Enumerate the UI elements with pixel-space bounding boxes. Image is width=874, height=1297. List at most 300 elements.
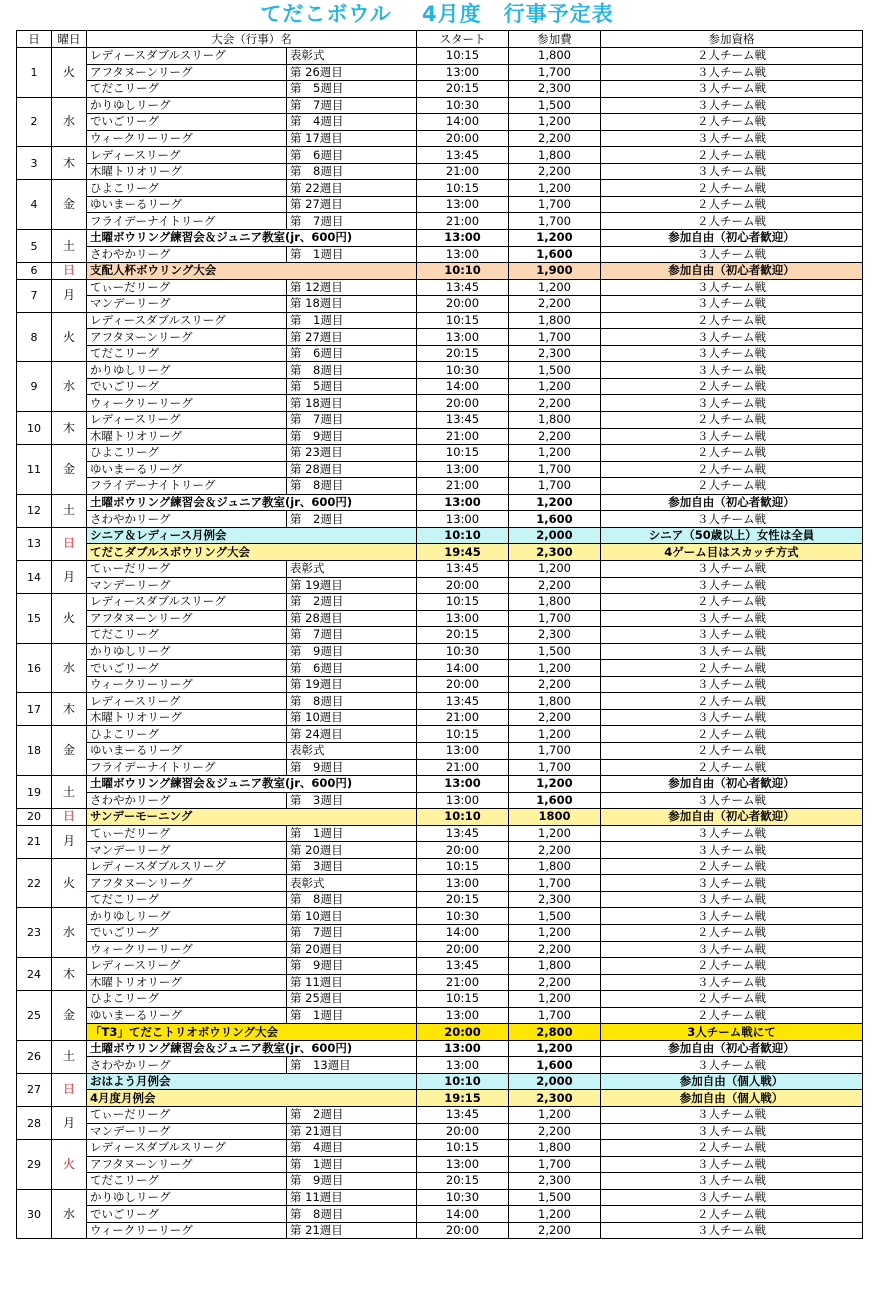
event-name: ゆいまーるリーグ <box>87 461 287 478</box>
weekday: 月 <box>52 825 87 858</box>
qualification: ３人チーム戦 <box>601 1107 863 1124</box>
event-week: 第 8週目 <box>287 1206 417 1223</box>
event-name: さわやかリーグ <box>87 246 287 263</box>
event-week: 第 6週目 <box>287 345 417 362</box>
qualification: ２人チーム戦 <box>601 693 863 710</box>
schedule-row <box>17 1040 863 1057</box>
schedule-row <box>17 395 863 412</box>
day-number: 3 <box>17 147 52 180</box>
schedule-row <box>17 196 863 213</box>
event-week: 第 2週目 <box>287 1107 417 1124</box>
event-name: かりゆしリーグ <box>87 908 287 925</box>
event-week: 第 10週目 <box>287 709 417 726</box>
entry-fee: 1,200 <box>509 660 601 677</box>
event-week: 第 1週目 <box>287 1156 417 1173</box>
start-time: 13:45 <box>417 279 509 296</box>
event-name: 「T3」てだこトリオボウリング大会 <box>87 1024 417 1041</box>
schedule-row <box>17 991 863 1008</box>
entry-fee: 1,700 <box>509 213 601 230</box>
day-number: 18 <box>17 726 52 776</box>
qualification: ３人チーム戦 <box>601 1222 863 1239</box>
qualification: ２人チーム戦 <box>601 378 863 395</box>
qualification: ３人チーム戦 <box>601 1123 863 1140</box>
day-number: 5 <box>17 230 52 263</box>
entry-fee: 2,200 <box>509 842 601 859</box>
event-name: アフタヌーンリーグ <box>87 64 287 81</box>
entry-fee: 2,200 <box>509 163 601 180</box>
event-name: 土曜ボウリング練習会＆ジュニア教室(jr、600円) <box>87 1040 417 1057</box>
event-week: 第 9週目 <box>287 643 417 660</box>
event-week: 第 8週目 <box>287 163 417 180</box>
day-number: 14 <box>17 560 52 593</box>
qualification: ２人チーム戦 <box>601 660 863 677</box>
entry-fee: 1,200 <box>509 445 601 462</box>
start-time: 19:45 <box>417 544 509 561</box>
event-week: 第 11週目 <box>287 1189 417 1206</box>
entry-fee: 1,200 <box>509 494 601 511</box>
entry-fee: 2,800 <box>509 1024 601 1041</box>
day-number: 13 <box>17 527 52 560</box>
start-time: 13:45 <box>417 560 509 577</box>
qualification: ２人チーム戦 <box>601 858 863 875</box>
qualification: ３人チーム戦 <box>601 627 863 644</box>
day-number: 20 <box>17 809 52 826</box>
event-name: フライデーナイトリーグ <box>87 478 287 495</box>
qualification: ２人チーム戦 <box>601 924 863 941</box>
entry-fee: 2,200 <box>509 1123 601 1140</box>
event-name: ウィークリーリーグ <box>87 941 287 958</box>
schedule-row <box>17 842 863 859</box>
start-time: 20:00 <box>417 842 509 859</box>
event-week: 第 18週目 <box>287 296 417 313</box>
event-name: てぃーだリーグ <box>87 560 287 577</box>
event-name: てだこリーグ <box>87 81 287 98</box>
entry-fee: 1,700 <box>509 329 601 346</box>
qualification: ３人チーム戦 <box>601 395 863 412</box>
schedule-row <box>17 1057 863 1074</box>
entry-fee: 1,700 <box>509 1156 601 1173</box>
event-week: 第 8週目 <box>287 891 417 908</box>
qualification: ３人チーム戦 <box>601 362 863 379</box>
schedule-row <box>17 312 863 329</box>
event-week: 表彰式 <box>287 875 417 892</box>
start-time: 21:00 <box>417 974 509 991</box>
entry-fee: 2,300 <box>509 627 601 644</box>
weekday: 月 <box>52 560 87 593</box>
event-name: でいごリーグ <box>87 378 287 395</box>
start-time: 13:00 <box>417 1040 509 1057</box>
weekday: 土 <box>52 1040 87 1073</box>
entry-fee: 2,200 <box>509 676 601 693</box>
entry-fee: 1,700 <box>509 742 601 759</box>
day-number: 12 <box>17 494 52 527</box>
schedule-row <box>17 560 863 577</box>
weekday: 火 <box>52 312 87 362</box>
schedule-row <box>17 246 863 263</box>
header-start: スタート <box>417 31 509 48</box>
schedule-row <box>17 81 863 98</box>
schedule-row <box>17 709 863 726</box>
day-number: 26 <box>17 1040 52 1073</box>
start-time: 20:00 <box>417 130 509 147</box>
day-number: 16 <box>17 643 52 693</box>
entry-fee: 1,500 <box>509 643 601 660</box>
qualification: ２人チーム戦 <box>601 147 863 164</box>
event-name: ウィークリーリーグ <box>87 1222 287 1239</box>
start-time: 20:00 <box>417 395 509 412</box>
entry-fee: 2,300 <box>509 81 601 98</box>
header-qualification: 参加資格 <box>601 31 863 48</box>
qualification: 4ゲーム目はスカッチ方式 <box>601 544 863 561</box>
qualification: ３人チーム戦 <box>601 163 863 180</box>
event-name: ひよこリーグ <box>87 445 287 462</box>
entry-fee: 1,700 <box>509 875 601 892</box>
schedule-row <box>17 97 863 114</box>
schedule-row <box>17 676 863 693</box>
schedule-row <box>17 594 863 611</box>
start-time: 10:15 <box>417 726 509 743</box>
start-time: 13:00 <box>417 776 509 793</box>
event-name: かりゆしリーグ <box>87 97 287 114</box>
entry-fee: 2,000 <box>509 527 601 544</box>
schedule-row <box>17 130 863 147</box>
event-name: 木曜トリオリーグ <box>87 974 287 991</box>
day-number: 1 <box>17 48 52 98</box>
start-time: 20:00 <box>417 676 509 693</box>
entry-fee: 1,500 <box>509 362 601 379</box>
event-week: 表彰式 <box>287 742 417 759</box>
day-number: 27 <box>17 1073 52 1106</box>
qualification: ２人チーム戦 <box>601 1206 863 1223</box>
schedule-row <box>17 527 863 544</box>
entry-fee: 2,200 <box>509 577 601 594</box>
weekday: 木 <box>52 693 87 726</box>
event-week: 第 17週目 <box>287 130 417 147</box>
qualification: ３人チーム戦 <box>601 643 863 660</box>
event-name: レディースリーグ <box>87 693 287 710</box>
entry-fee: 1,200 <box>509 114 601 131</box>
event-name: てだこダブルスボウリング大会 <box>87 544 417 561</box>
qualification: ２人チーム戦 <box>601 1140 863 1157</box>
start-time: 21:00 <box>417 759 509 776</box>
qualification: ２人チーム戦 <box>601 759 863 776</box>
entry-fee: 2,200 <box>509 130 601 147</box>
schedule-row <box>17 742 863 759</box>
schedule-row <box>17 329 863 346</box>
entry-fee: 2,300 <box>509 544 601 561</box>
entry-fee: 1,200 <box>509 230 601 247</box>
event-name: レディースダブルスリーグ <box>87 594 287 611</box>
event-name: アフタヌーンリーグ <box>87 875 287 892</box>
qualification: ３人チーム戦 <box>601 279 863 296</box>
qualification: ３人チーム戦 <box>601 345 863 362</box>
qualification: ２人チーム戦 <box>601 312 863 329</box>
entry-fee: 1,200 <box>509 378 601 395</box>
event-name: さわやかリーグ <box>87 1057 287 1074</box>
schedule-row <box>17 875 863 892</box>
qualification: ２人チーム戦 <box>601 213 863 230</box>
entry-fee: 1,700 <box>509 196 601 213</box>
entry-fee: 1800 <box>509 809 601 826</box>
qualification: ３人チーム戦 <box>601 974 863 991</box>
day-number: 29 <box>17 1140 52 1190</box>
day-number: 22 <box>17 858 52 908</box>
event-week: 第 1週目 <box>287 825 417 842</box>
qualification: ３人チーム戦 <box>601 577 863 594</box>
qualification: ３人チーム戦 <box>601 676 863 693</box>
entry-fee: 1,600 <box>509 792 601 809</box>
start-time: 13:00 <box>417 329 509 346</box>
event-week: 第 10週目 <box>287 908 417 925</box>
qualification: ２人チーム戦 <box>601 1007 863 1024</box>
start-time: 21:00 <box>417 213 509 230</box>
schedule-row <box>17 1173 863 1190</box>
qualification: ３人チーム戦 <box>601 97 863 114</box>
event-name: レディースリーグ <box>87 958 287 975</box>
qualification: 参加自由（初心者歓迎） <box>601 494 863 511</box>
day-number: 30 <box>17 1189 52 1239</box>
qualification: 参加自由（初心者歓迎） <box>601 1040 863 1057</box>
event-week: 第 20週目 <box>287 842 417 859</box>
day-number: 28 <box>17 1107 52 1140</box>
start-time: 13:00 <box>417 196 509 213</box>
schedule-row <box>17 792 863 809</box>
qualification: 参加自由（初心者歓迎） <box>601 776 863 793</box>
start-time: 21:00 <box>417 709 509 726</box>
event-week: 第 5週目 <box>287 378 417 395</box>
entry-fee: 1,200 <box>509 279 601 296</box>
schedule-row <box>17 1156 863 1173</box>
start-time: 20:00 <box>417 941 509 958</box>
entry-fee: 2,200 <box>509 428 601 445</box>
qualification: ３人チーム戦 <box>601 511 863 528</box>
event-week: 第 2週目 <box>287 594 417 611</box>
event-week: 第 11週目 <box>287 974 417 991</box>
entry-fee: 1,800 <box>509 858 601 875</box>
event-name: シニア＆レディース月例会 <box>87 527 417 544</box>
event-name: ウィークリーリーグ <box>87 130 287 147</box>
event-week: 第 9週目 <box>287 958 417 975</box>
qualification: ２人チーム戦 <box>601 594 863 611</box>
entry-fee: 2,200 <box>509 296 601 313</box>
event-name: 土曜ボウリング練習会＆ジュニア教室(jr、600円) <box>87 494 417 511</box>
schedule-row <box>17 478 863 495</box>
event-week: 第 23週目 <box>287 445 417 462</box>
start-time: 13:00 <box>417 246 509 263</box>
start-time: 13:45 <box>417 693 509 710</box>
event-week: 第 28週目 <box>287 461 417 478</box>
event-name: レディースダブルスリーグ <box>87 858 287 875</box>
event-name: ゆいまーるリーグ <box>87 196 287 213</box>
qualification: ２人チーム戦 <box>601 726 863 743</box>
event-week: 第 8週目 <box>287 693 417 710</box>
event-week: 第 19週目 <box>287 676 417 693</box>
event-name: てぃーだリーグ <box>87 825 287 842</box>
start-time: 10:10 <box>417 527 509 544</box>
event-name: アフタヌーンリーグ <box>87 329 287 346</box>
event-week: 第 26週目 <box>287 64 417 81</box>
event-name: フライデーナイトリーグ <box>87 213 287 230</box>
start-time: 13:00 <box>417 1156 509 1173</box>
entry-fee: 1,200 <box>509 180 601 197</box>
qualification: ３人チーム戦 <box>601 709 863 726</box>
event-name: てだこリーグ <box>87 1173 287 1190</box>
event-name: ウィークリーリーグ <box>87 676 287 693</box>
event-name: ゆいまーるリーグ <box>87 1007 287 1024</box>
start-time: 13:00 <box>417 792 509 809</box>
schedule-row <box>17 114 863 131</box>
event-name: かりゆしリーグ <box>87 362 287 379</box>
schedule-row <box>17 362 863 379</box>
page-title: てだこボウル 4月度 行事予定表 <box>260 2 614 26</box>
start-time: 10:10 <box>417 1073 509 1090</box>
weekday: 土 <box>52 776 87 809</box>
event-name: 木曜トリオリーグ <box>87 709 287 726</box>
schedule-row <box>17 924 863 941</box>
schedule-row <box>17 643 863 660</box>
start-time: 20:00 <box>417 1024 509 1041</box>
event-week: 第 7週目 <box>287 412 417 429</box>
entry-fee: 2,200 <box>509 974 601 991</box>
start-time: 13:45 <box>417 1107 509 1124</box>
entry-fee: 1,900 <box>509 263 601 280</box>
qualification: ２人チーム戦 <box>601 412 863 429</box>
schedule-row <box>17 577 863 594</box>
event-name: ウィークリーリーグ <box>87 395 287 412</box>
entry-fee: 1,800 <box>509 594 601 611</box>
event-name: レディースリーグ <box>87 147 287 164</box>
event-week: 第 6週目 <box>287 660 417 677</box>
qualification: ３人チーム戦 <box>601 792 863 809</box>
weekday: 土 <box>52 494 87 527</box>
schedule-row <box>17 809 863 826</box>
day-number: 6 <box>17 263 52 280</box>
weekday: 火 <box>52 594 87 644</box>
start-time: 10:15 <box>417 594 509 611</box>
entry-fee: 1,800 <box>509 312 601 329</box>
schedule-row <box>17 1090 863 1107</box>
schedule-row <box>17 1024 863 1041</box>
event-week: 第 12週目 <box>287 279 417 296</box>
start-time: 20:15 <box>417 891 509 908</box>
entry-fee: 1,200 <box>509 726 601 743</box>
qualification: ２人チーム戦 <box>601 196 863 213</box>
entry-fee: 2,300 <box>509 891 601 908</box>
event-name: てぃーだリーグ <box>87 279 287 296</box>
event-week: 第 20週目 <box>287 941 417 958</box>
schedule-row <box>17 1007 863 1024</box>
start-time: 13:00 <box>417 511 509 528</box>
qualification: ３人チーム戦 <box>601 825 863 842</box>
start-time: 10:30 <box>417 1189 509 1206</box>
event-week: 第 4週目 <box>287 114 417 131</box>
start-time: 13:00 <box>417 610 509 627</box>
event-week: 第 7週目 <box>287 924 417 941</box>
entry-fee: 1,200 <box>509 776 601 793</box>
start-time: 14:00 <box>417 660 509 677</box>
entry-fee: 2,300 <box>509 345 601 362</box>
weekday: 日 <box>52 809 87 826</box>
event-week: 表彰式 <box>287 560 417 577</box>
entry-fee: 1,500 <box>509 97 601 114</box>
qualification: 参加自由（個人戦） <box>601 1090 863 1107</box>
event-week: 第 7週目 <box>287 213 417 230</box>
start-time: 19:15 <box>417 1090 509 1107</box>
event-name: マンデーリーグ <box>87 842 287 859</box>
event-name: ひよこリーグ <box>87 991 287 1008</box>
qualification: ２人チーム戦 <box>601 114 863 131</box>
start-time: 20:00 <box>417 577 509 594</box>
entry-fee: 1,200 <box>509 1040 601 1057</box>
weekday: 木 <box>52 958 87 991</box>
event-name: 木曜トリオリーグ <box>87 163 287 180</box>
entry-fee: 1,200 <box>509 560 601 577</box>
qualification: 参加自由（初心者歓迎） <box>601 263 863 280</box>
start-time: 10:15 <box>417 991 509 1008</box>
start-time: 14:00 <box>417 924 509 941</box>
entry-fee: 1,800 <box>509 958 601 975</box>
start-time: 10:10 <box>417 809 509 826</box>
entry-fee: 2,200 <box>509 395 601 412</box>
event-week: 第 4週目 <box>287 1140 417 1157</box>
event-name: ひよこリーグ <box>87 180 287 197</box>
event-name: 土曜ボウリング練習会＆ジュニア教室(jr、600円) <box>87 230 417 247</box>
schedule-row <box>17 776 863 793</box>
event-name: でいごリーグ <box>87 924 287 941</box>
entry-fee: 1,200 <box>509 1206 601 1223</box>
start-time: 10:30 <box>417 362 509 379</box>
event-week: 第 1週目 <box>287 312 417 329</box>
start-time: 10:15 <box>417 1140 509 1157</box>
entry-fee: 1,800 <box>509 147 601 164</box>
schedule-row <box>17 1206 863 1223</box>
qualification: ３人チーム戦 <box>601 296 863 313</box>
qualification: ３人チーム戦 <box>601 1189 863 1206</box>
day-number: 4 <box>17 180 52 230</box>
entry-fee: 2,000 <box>509 1073 601 1090</box>
start-time: 13:00 <box>417 1057 509 1074</box>
schedule-row <box>17 908 863 925</box>
qualification: 3人チーム戦にて <box>601 1024 863 1041</box>
event-week: 第 7週目 <box>287 627 417 644</box>
start-time: 10:15 <box>417 180 509 197</box>
schedule-row <box>17 511 863 528</box>
weekday: 月 <box>52 1107 87 1140</box>
event-week: 第 8週目 <box>287 362 417 379</box>
schedule-row <box>17 180 863 197</box>
qualification: ３人チーム戦 <box>601 130 863 147</box>
event-name: でいごリーグ <box>87 1206 287 1223</box>
event-name: おはよう月例会 <box>87 1073 417 1090</box>
weekday: 火 <box>52 1140 87 1190</box>
entry-fee: 1,200 <box>509 825 601 842</box>
weekday: 日 <box>52 527 87 560</box>
schedule-row <box>17 825 863 842</box>
start-time: 20:15 <box>417 81 509 98</box>
day-number: 23 <box>17 908 52 958</box>
weekday: 水 <box>52 362 87 412</box>
weekday: 水 <box>52 908 87 958</box>
schedule-row <box>17 1222 863 1239</box>
qualification: ３人チーム戦 <box>601 64 863 81</box>
event-week: 第 27週目 <box>287 196 417 213</box>
weekday: 金 <box>52 726 87 776</box>
event-week: 第 7週目 <box>287 97 417 114</box>
entry-fee: 1,200 <box>509 991 601 1008</box>
weekday: 金 <box>52 991 87 1041</box>
start-time: 21:00 <box>417 428 509 445</box>
event-week: 第 3週目 <box>287 858 417 875</box>
